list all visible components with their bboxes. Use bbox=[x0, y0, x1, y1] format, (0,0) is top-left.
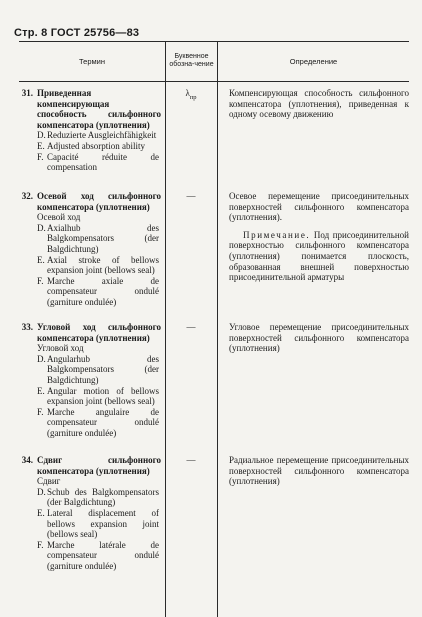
entry-number: 32. bbox=[21, 191, 33, 201]
entry-title: Приведенная компенсирующая способность сильфонного компенсатора (уплотнения) bbox=[37, 88, 161, 130]
column-divider-2 bbox=[217, 41, 218, 617]
entry-title: Сдвиг сильфонного компенсатора (уплотнения) bbox=[37, 455, 161, 476]
entry-number: 33. bbox=[21, 322, 33, 332]
entry-synonym: Сдвиг bbox=[37, 476, 61, 487]
entry-definition: Осевое перемещение присоединительных поверхностей сильфонного компенсатора (уплотнения). Примечание. Под присоединительной поверхностью сильфонного компенсатора (уплотнения) понимается плоскость, образованная внешней поверхностью присоединительной арматуры bbox=[229, 191, 409, 283]
lang-fr: F. Marche axiale de compensateur ondulé (garniture ondulée) bbox=[37, 275, 159, 307]
entry-term bbox=[19, 455, 161, 572]
entry-synonym: Угловой ход bbox=[37, 343, 84, 354]
lang-fr: F. Marche angulaire de compensateur ondulé (garniture ondulée) bbox=[37, 406, 159, 438]
lang-en: E. Lateral displacement of bellows expansion joint (bellows seal) bbox=[37, 507, 159, 540]
entry-symbol: — bbox=[186, 455, 196, 465]
lang-fr: F. Capacité réduite de compensation bbox=[37, 151, 159, 173]
entry-term bbox=[19, 322, 161, 439]
entry-symbol: $\lambda_{пр}$ bbox=[185, 88, 197, 101]
lang-de: D. Reduzierte Ausgleichfähigkeit bbox=[37, 130, 157, 141]
entry-number: 34. bbox=[21, 455, 33, 465]
entry-symbol: — bbox=[186, 322, 196, 332]
entry-title: Угловой ход сильфонного компенсатора (уплотнения) bbox=[37, 322, 161, 343]
entry-definition: Угловое перемещение присоединительных поверхностей сильфонного компенсатора (уплотнения) bbox=[229, 322, 409, 354]
column-header-term: Термин bbox=[79, 56, 105, 66]
entry-symbol: — bbox=[186, 191, 196, 201]
entry-term bbox=[19, 88, 161, 173]
entry-number: 31. bbox=[21, 88, 33, 98]
lang-en: E. Adjusted absorption ability bbox=[37, 140, 145, 151]
lang-en: E. Angular motion of bellows expansion joint (bellows seal) bbox=[37, 385, 159, 407]
entry-definition: Компенсирующая способность сильфонного компенсатора (уплотнения), приведенная к одному осевому движению bbox=[229, 88, 409, 120]
entry-title: Осевой ход сильфонного компенсатора (уплотнения) bbox=[37, 191, 161, 212]
column-divider-1 bbox=[165, 41, 166, 617]
lang-de: D. Axialhub des Balgkompensators (der Balgdichtung) bbox=[37, 222, 159, 254]
entry-synonym: Осевой ход bbox=[37, 212, 81, 223]
lang-de: D. Angularhub des Balgkompensators (der Balgdichtung) bbox=[37, 353, 159, 385]
lang-en: E. Axial stroke of bellows expansion joint (bellows seal) bbox=[37, 254, 159, 276]
column-header-symbol: Буквенное обозна-чение bbox=[169, 53, 214, 68]
entry-term bbox=[19, 191, 161, 308]
header-bottom-rule bbox=[19, 81, 409, 82]
page-header: Стр. 8 ГОСТ 25756—83 bbox=[14, 27, 140, 39]
lang-fr: F. Marche latérale de compensateur ondulé (garniture ondulée) bbox=[37, 539, 159, 571]
terms-table bbox=[19, 41, 417, 617]
entry-definition: Радиальное перемещение присоединительных поверхностей сильфонного компенсатора (уплотнения) bbox=[229, 455, 409, 487]
column-header-definition: Определение bbox=[289, 56, 338, 66]
lang-de: D. Schub des Balgkompensators (der Balgdichtung) bbox=[37, 486, 159, 508]
entry-note: Примечание. Под присоединительной поверхностью сильфонного компенсатора (уплотнения) понимается плоскость, образованная внешней поверхностью присоединительной арматуры bbox=[229, 229, 409, 283]
